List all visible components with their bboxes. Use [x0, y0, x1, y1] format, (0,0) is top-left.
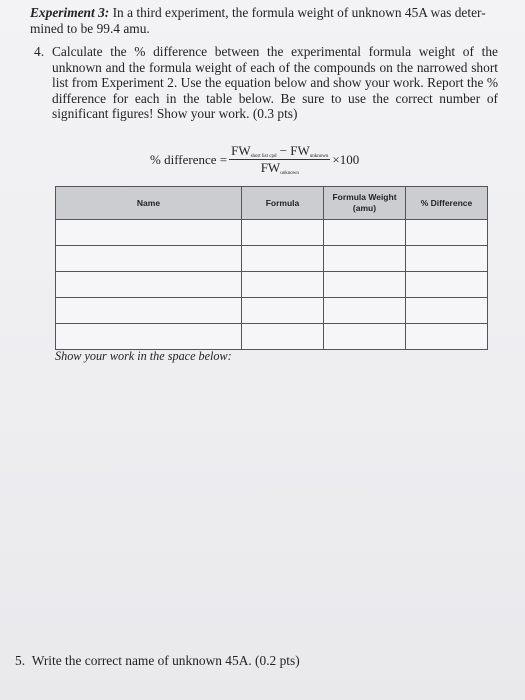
question-5-number: 5.	[15, 653, 26, 668]
table-row	[56, 246, 488, 272]
table-cell[interactable]	[406, 272, 488, 298]
equation-denominator: $FW_{unknown}$	[260, 160, 299, 176]
table-cell[interactable]	[242, 298, 324, 324]
header-percent-difference: % Difference	[406, 187, 488, 220]
header-formula-weight: Formula Weight (amu)	[324, 187, 406, 220]
header-formula: Formula	[242, 187, 324, 220]
question-4	[34, 44, 498, 122]
table-row	[56, 324, 488, 350]
question-4-text: Calculate the % difference between the experimental formula weight of the unknown and the formula weight of each of the compounds on the narrowed short list from Experiment 2. Use the equation below and show your work. Report the % difference for each in the table below. Be sure to use the correct number of significant figures! Show your work. (0.3 pts)	[52, 44, 498, 122]
experiment-title: Experiment 3:	[30, 5, 110, 20]
question-5-text: Write the correct name of unknown 45A. (0.2 pts)	[31, 653, 300, 668]
experiment-text: In a third experiment, the formula weight of unknown 45A was deter-mined to be 99.4 amu.	[30, 5, 486, 36]
table-cell[interactable]	[56, 272, 242, 298]
show-work-label: Show your work in the space below:	[55, 349, 232, 363]
table-cell[interactable]	[324, 272, 406, 298]
table-cell[interactable]	[242, 272, 324, 298]
table-cell[interactable]	[56, 324, 242, 350]
table-cell[interactable]	[56, 220, 242, 246]
table-row	[56, 298, 488, 324]
equation-lhs: % difference =	[150, 151, 228, 167]
table-row	[56, 220, 488, 246]
percent-difference-equation	[150, 143, 359, 176]
table-cell[interactable]	[56, 246, 242, 272]
question-4-number: 4.	[34, 44, 45, 59]
table-cell[interactable]	[324, 324, 406, 350]
table-cell[interactable]	[242, 220, 324, 246]
equation-fraction	[229, 143, 330, 176]
table-cell[interactable]	[242, 324, 324, 350]
equation-numerator: $FW_{short list cpd} - FW_{unknown}$	[231, 143, 329, 159]
table-cell[interactable]	[406, 324, 488, 350]
header-name: Name	[56, 187, 242, 220]
percent-difference-table	[55, 186, 488, 350]
table-cell[interactable]	[324, 220, 406, 246]
table-cell[interactable]	[406, 298, 488, 324]
equation-times-100: ×100	[332, 151, 360, 167]
table-header-row	[56, 187, 488, 220]
question-5	[15, 653, 300, 669]
table-row	[56, 272, 488, 298]
table-cell[interactable]	[324, 298, 406, 324]
table-cell[interactable]	[324, 246, 406, 272]
experiment-3-intro	[30, 5, 500, 37]
table-cell[interactable]	[406, 220, 488, 246]
table-cell[interactable]	[56, 298, 242, 324]
table-cell[interactable]	[406, 246, 488, 272]
table-cell[interactable]	[242, 246, 324, 272]
